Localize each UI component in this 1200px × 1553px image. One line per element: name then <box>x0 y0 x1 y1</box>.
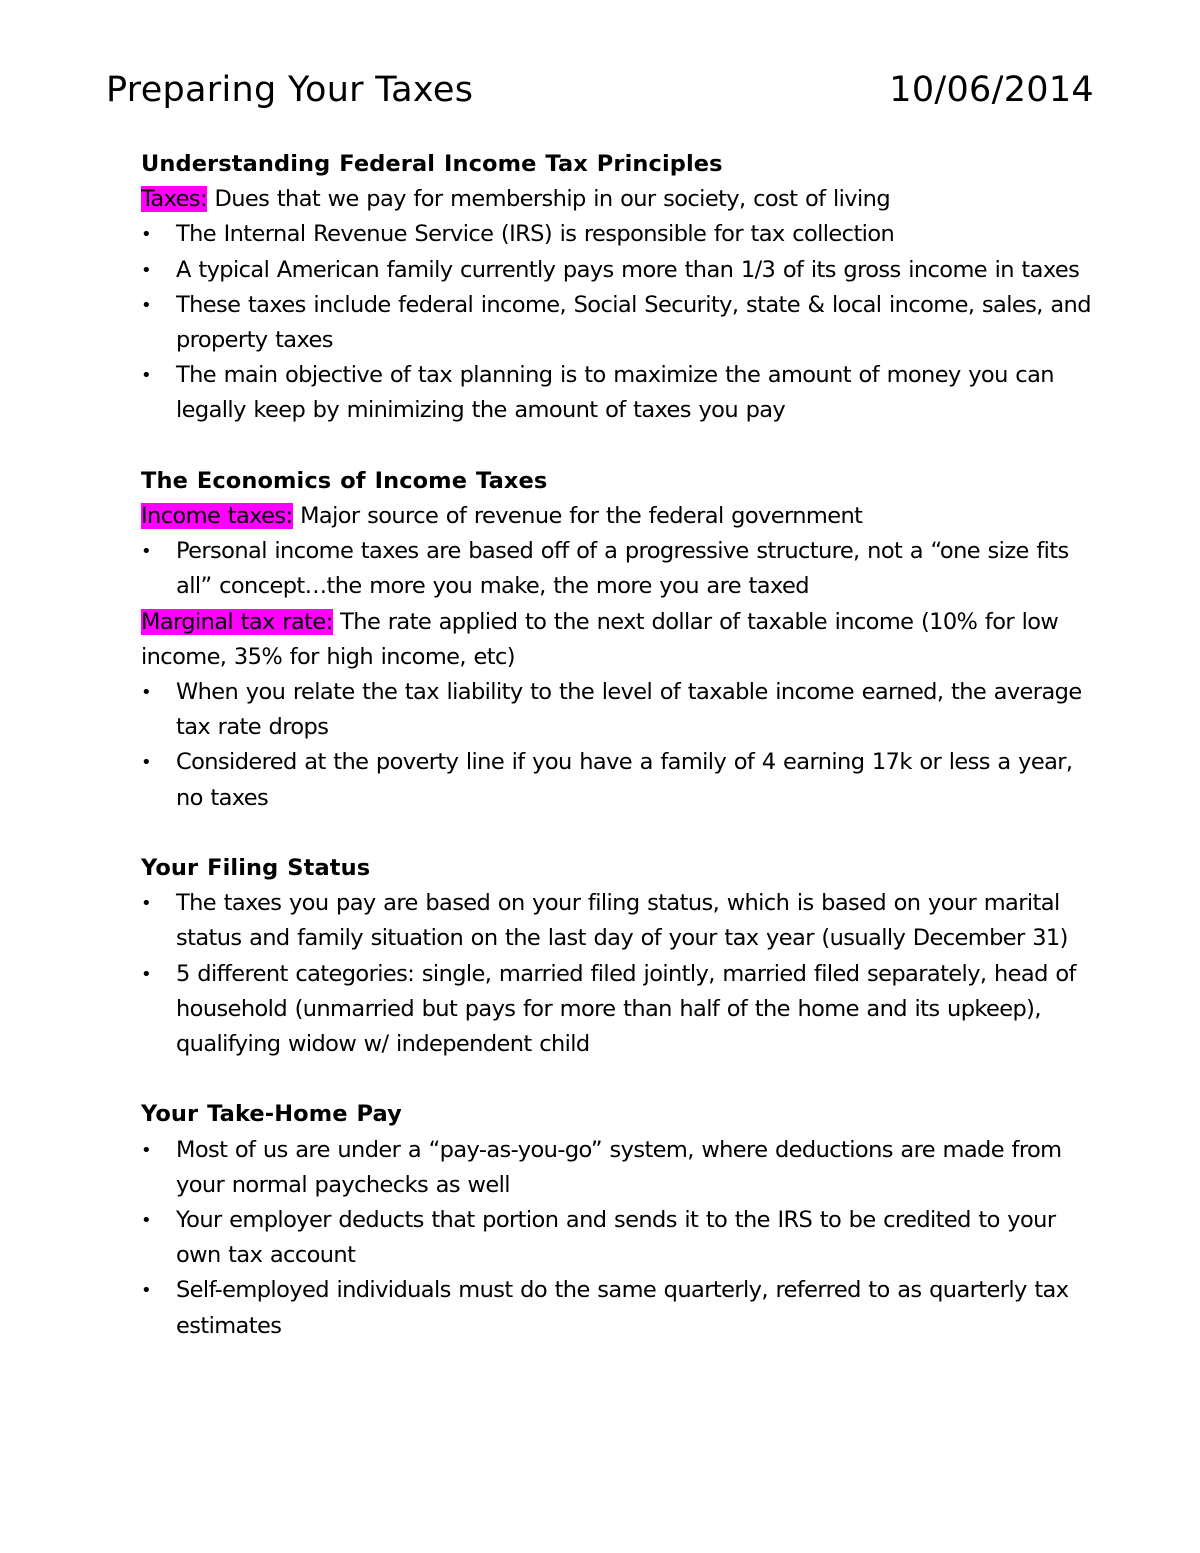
definition-text: The rate applied to the next dollar of taxable income (10% for low income, 35% for high income, etc) <box>141 608 1059 670</box>
list-item-text: 5 different categories: single, married filed jointly, married filed separately, head of household (unmarried but pays for more than half of the home and its upkeep), qualifying widow w/ independent child <box>176 960 1076 1057</box>
bullet-icon: • <box>141 365 152 387</box>
bullet-icon: • <box>141 752 152 774</box>
section-heading: Your Filing Status <box>141 855 371 881</box>
document-date: 10/06/2014 <box>889 70 1094 110</box>
list-item <box>141 886 1101 956</box>
definition-text: Major source of revenue for the federal government <box>292 502 863 529</box>
section <box>141 1097 1101 1343</box>
bullet-icon: • <box>141 1280 152 1302</box>
list-item <box>141 1133 1101 1203</box>
list-item <box>141 1203 1101 1273</box>
list-item-text: The taxes you pay are based on your filing status, which is based on your marital status and family situation on the last day of your tax year (usually December 31) <box>176 890 1068 952</box>
bullet-icon: • <box>141 1209 152 1231</box>
list-item-text: Most of us are under a “pay-as-you-go” system, where deductions are made from your normal paychecks as well <box>176 1136 1062 1198</box>
section <box>141 851 1101 1062</box>
list-item <box>141 288 1101 358</box>
bullet-list <box>141 534 1101 604</box>
document-title: Preparing Your Taxes <box>106 70 474 110</box>
list-item-text: These taxes include federal income, Social Security, state & local income, sales, and property taxes <box>176 291 1091 353</box>
highlighted-term: Taxes: <box>141 186 207 213</box>
list-item-text: A typical American family currently pays more than 1/3 of its gross income in taxes <box>176 256 1080 283</box>
bullet-icon: • <box>141 224 152 246</box>
list-item-text: Considered at the poverty line if you have a family of 4 earning 17k or less a year, no taxes <box>176 749 1073 811</box>
bullet-list <box>141 1133 1101 1344</box>
list-item <box>141 358 1101 428</box>
page-header <box>106 70 1094 120</box>
bullet-list <box>141 217 1101 428</box>
section <box>141 147 1101 429</box>
document-body <box>141 147 1101 1344</box>
bullet-icon: • <box>141 259 152 281</box>
section <box>141 464 1101 816</box>
section-heading: The Economics of Income Taxes <box>141 467 548 494</box>
list-item-text: Personal income taxes are based off of a progressive structure, not a “one size fits all” concept…the more you make, the more you are taxed <box>176 538 1069 600</box>
list-item-text: The main objective of tax planning is to maximize the amount of money you can legally keep by minimizing the amount of taxes you pay <box>176 362 1054 424</box>
list-item <box>141 217 1101 252</box>
list-item-text: When you relate the tax liability to the level of taxable income earned, the average tax rate drops <box>176 679 1082 741</box>
bullet-icon: • <box>141 294 152 316</box>
list-item <box>141 957 1101 1063</box>
list-item <box>141 534 1101 604</box>
definition-text: Dues that we pay for membership in our society, cost of living <box>206 186 891 213</box>
highlighted-term: Marginal tax rate: <box>141 608 333 635</box>
list-item <box>141 745 1101 815</box>
list-item <box>141 253 1101 288</box>
list-item <box>141 675 1101 745</box>
bullet-icon: • <box>141 682 152 703</box>
highlighted-term: Income taxes: <box>141 502 293 529</box>
list-item-text: The Internal Revenue Service (IRS) is responsible for tax collection <box>176 221 895 248</box>
bullet-icon: • <box>141 1139 152 1161</box>
list-item <box>141 1273 1101 1343</box>
bullet-list <box>141 675 1101 816</box>
bullet-icon: • <box>141 963 152 985</box>
list-item-text: Your employer deducts that portion and sends it to the IRS to be credited to your own tax account <box>176 1206 1056 1269</box>
bullet-icon: • <box>141 893 152 915</box>
section-heading: Understanding Federal Income Tax Principles <box>141 151 723 177</box>
section-heading: Your Take-Home Pay <box>141 1101 402 1128</box>
definition <box>141 499 1101 534</box>
bullet-list <box>141 886 1101 1062</box>
definition <box>141 605 1101 675</box>
bullet-icon: • <box>141 541 152 563</box>
definition <box>141 182 1101 217</box>
list-item-text: Self-employed individuals must do the same quarterly, referred to as quarterly tax estimates <box>176 1277 1069 1339</box>
